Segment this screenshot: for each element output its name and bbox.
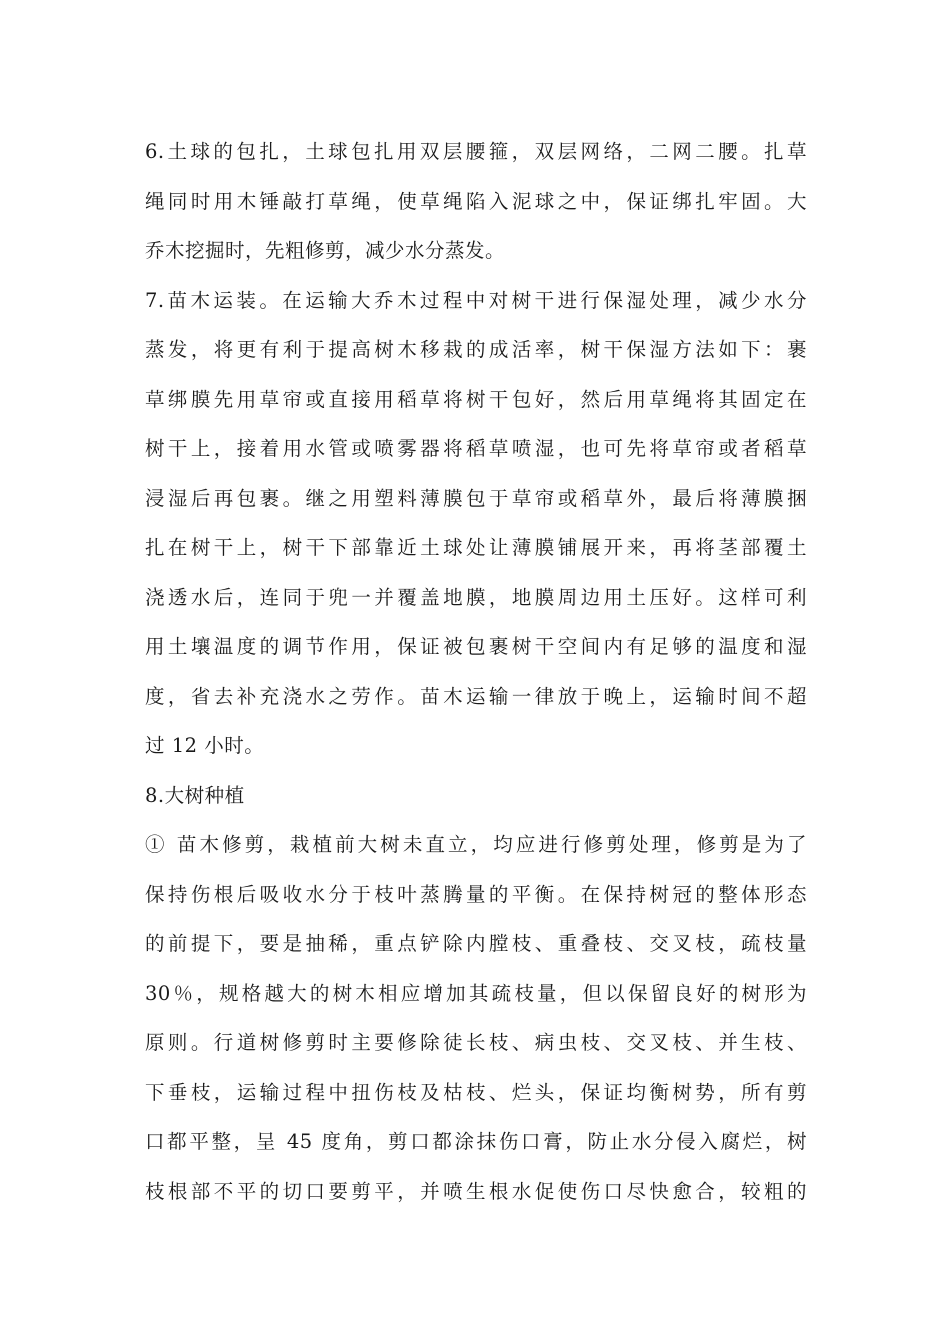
text-line: 乔木挖掘时，先粗修剪，减少水分蒸发。 <box>145 239 506 262</box>
text-line: 草绑膜先用草帘或直接用稻草将树干包好，然后用草绳将其固定在 <box>145 387 807 411</box>
text-line: 绳同时用木锤敲打草绳，使草绳陷入泥球之中，保证绑扎牢固。大 <box>145 189 807 213</box>
text-line: 的前提下，要是抽稀，重点铲除内膛枝、重叠枝、交叉枝，疏枝量 <box>145 932 807 955</box>
text-line: 下垂枝，运输过程中扭伤枝及枯枝、烂头，保证均衡树势，所有剪 <box>145 1080 807 1104</box>
section-heading: 8.大树种植 <box>145 783 245 807</box>
text-line: 扎在树干上，树干下部靠近土球处让薄膜铺展开来，再将茎部覆土 <box>145 536 807 559</box>
text-line: 原则。行道树修剪时主要修除徒长枝、病虫枝、交叉枝、并生枝、 <box>145 1031 807 1054</box>
text-line: 浸湿后再包裹。继之用塑料薄膜包于草帘或稻草外，最后将薄膜捆 <box>145 486 807 510</box>
text-line: 蒸发，将更有利于提高树木移栽的成活率，树干保湿方法如下：裹 <box>145 338 807 361</box>
text-line: 口都平整，呈 45 度角，剪口都涂抹伤口膏，防止水分侵入腐烂，树 <box>145 1130 807 1153</box>
text-line: 枝根部不平的切口要剪平，并喷生根水促使伤口尽快愈合，较粗的 <box>145 1179 807 1203</box>
text-line: 浇透水后，连同于兜一并覆盖地膜，地膜周边用土压好。这样可利 <box>145 585 807 609</box>
text-line: 保持伤根后吸收水分于枝叶蒸腾量的平衡。在保持树冠的整体形态 <box>145 882 807 906</box>
text-line: 用土壤温度的调节作用，保证被包裹树干空间内有足够的温度和湿 <box>145 635 807 658</box>
text-line: 6.土球的包扎，土球包扎用双层腰箍，双层网络，二网二腰。扎草 <box>145 140 807 163</box>
text-line: 30％，规格越大的树木相应增加其疏枝量，但以保留良好的树形为 <box>145 981 807 1005</box>
text-line: ① 苗木修剪，栽植前大树未直立，均应进行修剪处理，修剪是为了 <box>145 833 807 856</box>
text-line: 过 12 小时。 <box>145 734 265 757</box>
text-line: 7.苗木运装。在运输大乔木过程中对树干进行保湿处理，减少水分 <box>145 288 807 312</box>
text-line: 度，省去补充浇水之劳作。苗木运输一律放于晚上，运输时间不超 <box>145 684 807 708</box>
text-line: 树干上，接着用水管或喷雾器将稻草喷湿，也可先将草帘或者稻草 <box>145 437 807 460</box>
document-body <box>145 127 807 1216</box>
